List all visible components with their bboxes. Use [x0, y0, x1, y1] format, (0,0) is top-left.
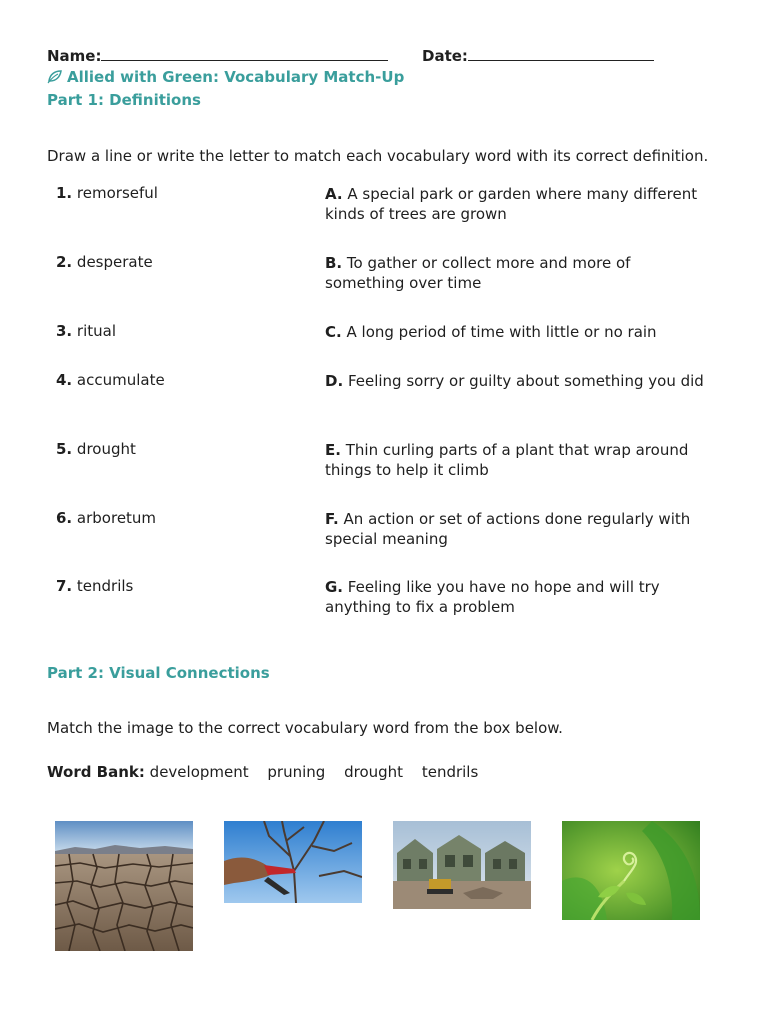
definition-text: To gather or collect more and more of something over time — [325, 254, 631, 292]
definition-letter: C. — [325, 323, 342, 341]
term-item — [56, 371, 306, 389]
name-date-row — [47, 44, 667, 66]
term-number: 2. — [56, 253, 73, 271]
term-word: drought — [76, 440, 136, 458]
definition-text: An action or set of actions done regularly with special meaning — [325, 510, 691, 548]
definition-letter: B. — [325, 254, 343, 272]
part2-title: Part 2: Visual Connections — [47, 664, 270, 682]
worksheet-title: Allied with Green: Vocabulary Match-Up — [67, 68, 405, 86]
worksheet-title-row — [47, 68, 404, 86]
definition-text: Thin curling parts of a plant that wrap around things to help it climb — [325, 441, 689, 479]
definition-item — [325, 371, 710, 391]
definition-letter: F. — [325, 510, 339, 528]
cracked-earth-image — [55, 821, 193, 951]
term-word: desperate — [76, 253, 153, 271]
tendril-image — [562, 821, 700, 920]
term-item — [56, 184, 306, 202]
term-word: remorseful — [76, 184, 158, 202]
definition-text: Feeling sorry or guilty about something you did — [347, 372, 704, 390]
word-bank-label: Word Bank: — [47, 763, 145, 781]
definition-item — [325, 322, 710, 342]
word-bank-word: tendrils — [421, 763, 479, 781]
term-word: tendrils — [76, 577, 134, 595]
term-number: 1. — [56, 184, 73, 202]
definition-text: A long period of time with little or no rain — [346, 323, 657, 341]
definition-text: A special park or garden where many different kinds of trees are grown — [325, 185, 698, 223]
word-bank-word: pruning — [267, 763, 326, 781]
term-word: arboretum — [76, 509, 157, 527]
term-number: 5. — [56, 440, 73, 458]
word-bank — [47, 763, 492, 781]
term-item — [56, 440, 306, 458]
definition-letter: E. — [325, 441, 341, 459]
part2-instructions: Match the image to the correct vocabulary word from the box below. — [47, 719, 563, 737]
term-word: accumulate — [76, 371, 165, 389]
term-item — [56, 509, 306, 527]
name-field[interactable] — [47, 44, 388, 65]
definition-item — [325, 509, 710, 549]
definition-letter: D. — [325, 372, 344, 390]
part1-title: Part 1: Definitions — [47, 91, 201, 109]
term-number: 7. — [56, 577, 73, 595]
name-underline[interactable] — [101, 44, 388, 61]
development-image — [393, 821, 531, 909]
term-number: 6. — [56, 509, 73, 527]
definition-item — [325, 577, 710, 617]
pruning-image — [224, 821, 362, 903]
word-bank-word: drought — [344, 763, 404, 781]
definition-text: Feeling like you have no hope and will try anything to fix a problem — [325, 578, 660, 616]
name-label: Name: — [47, 47, 102, 65]
definition-letter: A. — [325, 185, 343, 203]
definition-item — [325, 253, 710, 293]
term-item — [56, 322, 306, 340]
part1-instructions: Draw a line or write the letter to match each vocabulary word with its correct definition. — [47, 147, 709, 165]
date-underline[interactable] — [468, 44, 654, 61]
leaf-icon — [47, 68, 63, 84]
definition-item — [325, 184, 710, 224]
term-word: ritual — [76, 322, 117, 340]
date-field[interactable] — [422, 44, 654, 65]
term-number: 3. — [56, 322, 73, 340]
date-label: Date: — [422, 47, 468, 65]
definition-item — [325, 440, 710, 480]
term-item — [56, 253, 306, 271]
term-item — [56, 577, 306, 595]
word-bank-word: development — [149, 763, 249, 781]
term-number: 4. — [56, 371, 73, 389]
definition-letter: G. — [325, 578, 344, 596]
